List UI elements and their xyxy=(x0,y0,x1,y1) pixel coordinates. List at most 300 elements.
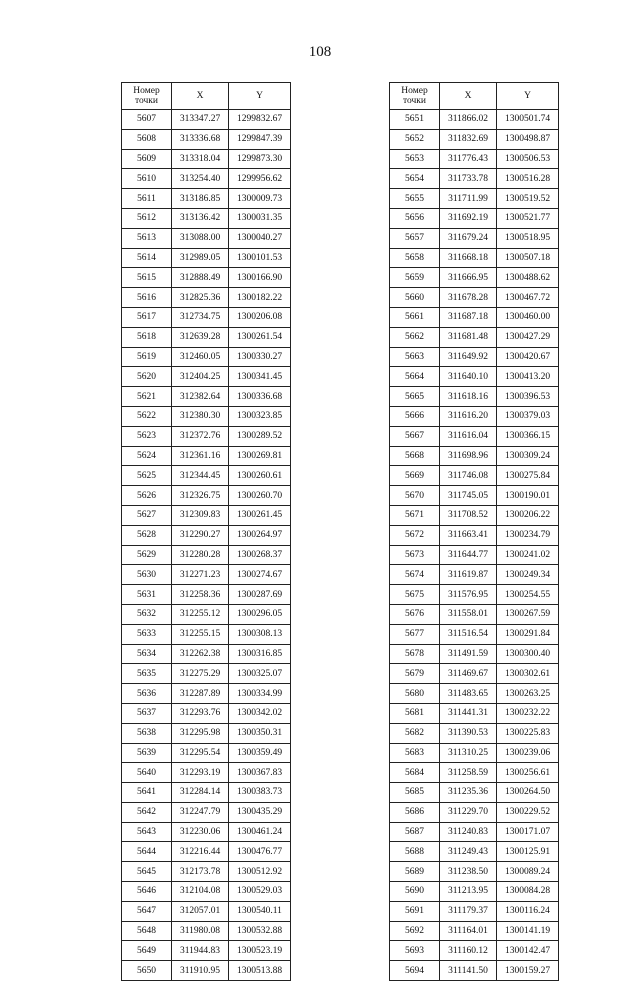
x-coordinate-cell: 311644.77 xyxy=(440,545,497,565)
x-coordinate-cell: 312825.36 xyxy=(172,288,229,308)
y-coordinate-cell: 1300396.53 xyxy=(497,387,559,407)
y-coordinate-cell: 1300308.13 xyxy=(229,624,291,644)
y-coordinate-cell: 1300269.81 xyxy=(229,446,291,466)
table-row xyxy=(122,763,291,783)
table-row xyxy=(122,307,291,327)
y-coordinate-cell: 1300182.22 xyxy=(229,288,291,308)
y-coordinate-cell: 1300379.03 xyxy=(497,406,559,426)
table-row xyxy=(122,941,291,961)
y-coordinate-cell: 1300142.47 xyxy=(497,941,559,961)
y-coordinate-cell: 1300523.19 xyxy=(229,941,291,961)
point-number-cell: 5675 xyxy=(390,585,440,605)
point-number-header xyxy=(122,83,172,110)
table-row xyxy=(122,882,291,902)
point-number-cell: 5607 xyxy=(122,110,172,130)
coordinates-table-right xyxy=(389,82,559,981)
table-row xyxy=(390,248,559,268)
y-coordinate-cell: 1300460.00 xyxy=(497,307,559,327)
table-row xyxy=(390,268,559,288)
point-number-cell: 5614 xyxy=(122,248,172,268)
point-number-cell: 5655 xyxy=(390,189,440,209)
table-row xyxy=(122,268,291,288)
y-coordinate-cell: 1300159.27 xyxy=(497,961,559,981)
table-row xyxy=(122,703,291,723)
x-coordinate-cell: 312104.08 xyxy=(172,882,229,902)
table-row xyxy=(122,367,291,387)
table-row xyxy=(390,644,559,664)
point-number-cell: 5673 xyxy=(390,545,440,565)
table-row xyxy=(122,505,291,525)
y-coordinate-cell: 1300467.72 xyxy=(497,288,559,308)
x-coordinate-cell: 312255.12 xyxy=(172,604,229,624)
x-coordinate-cell: 311441.31 xyxy=(440,703,497,723)
point-number-cell: 5608 xyxy=(122,129,172,149)
y-coordinate-cell: 1300249.34 xyxy=(497,565,559,585)
y-coordinate-cell: 1300476.77 xyxy=(229,842,291,862)
x-coordinate-cell: 311692.19 xyxy=(440,208,497,228)
y-coordinate-cell: 1300518.95 xyxy=(497,228,559,248)
y-coordinate-cell: 1300532.88 xyxy=(229,921,291,941)
point-number-cell: 5671 xyxy=(390,505,440,525)
point-number-cell: 5620 xyxy=(122,367,172,387)
y-coordinate-cell: 1300275.84 xyxy=(497,466,559,486)
point-number-cell: 5689 xyxy=(390,862,440,882)
x-coordinate-cell: 311516.54 xyxy=(440,624,497,644)
table-row xyxy=(122,129,291,149)
x-coordinate-cell: 311663.41 xyxy=(440,525,497,545)
point-number-cell: 5656 xyxy=(390,208,440,228)
table-row xyxy=(390,505,559,525)
point-number-cell: 5668 xyxy=(390,446,440,466)
y-coordinate-cell: 1300089.24 xyxy=(497,862,559,882)
y-coordinate-cell: 1300225.83 xyxy=(497,723,559,743)
x-coordinate-cell: 311558.01 xyxy=(440,604,497,624)
x-coordinate-cell: 312230.06 xyxy=(172,822,229,842)
y-coordinate-cell: 1300206.22 xyxy=(497,505,559,525)
point-number-cell: 5664 xyxy=(390,367,440,387)
y-coordinate-cell: 1300420.67 xyxy=(497,347,559,367)
y-coordinate-cell: 1300264.97 xyxy=(229,525,291,545)
x-coordinate-cell: 312344.45 xyxy=(172,466,229,486)
point-number-cell: 5670 xyxy=(390,486,440,506)
point-number-cell: 5624 xyxy=(122,446,172,466)
y-coordinate-cell: 1300521.77 xyxy=(497,208,559,228)
table-row xyxy=(390,783,559,803)
table-row xyxy=(390,624,559,644)
table-row xyxy=(122,624,291,644)
table-row xyxy=(390,367,559,387)
x-coordinate-cell: 311980.08 xyxy=(172,921,229,941)
point-number-cell: 5631 xyxy=(122,585,172,605)
point-number-header xyxy=(390,83,440,110)
y-coordinate-cell: 1300334.99 xyxy=(229,684,291,704)
x-coordinate-cell: 311310.25 xyxy=(440,743,497,763)
table-row xyxy=(122,327,291,347)
point-number-cell: 5634 xyxy=(122,644,172,664)
point-number-cell: 5680 xyxy=(390,684,440,704)
x-coordinate-cell: 313318.04 xyxy=(172,149,229,169)
point-number-cell: 5660 xyxy=(390,288,440,308)
point-number-cell: 5621 xyxy=(122,387,172,407)
y-coordinate-cell: 1300325.07 xyxy=(229,664,291,684)
x-coordinate-cell: 311179.37 xyxy=(440,901,497,921)
x-coordinate-cell: 312380.30 xyxy=(172,406,229,426)
point-number-cell: 5683 xyxy=(390,743,440,763)
y-coordinate-cell: 1300190.01 xyxy=(497,486,559,506)
x-coordinate-cell: 311576.95 xyxy=(440,585,497,605)
table-row xyxy=(122,901,291,921)
y-coordinate-cell: 1300435.29 xyxy=(229,802,291,822)
x-coordinate-cell: 312173.78 xyxy=(172,862,229,882)
point-number-cell: 5677 xyxy=(390,624,440,644)
point-number-cell: 5658 xyxy=(390,248,440,268)
y-coordinate-cell: 1300296.05 xyxy=(229,604,291,624)
point-number-cell: 5610 xyxy=(122,169,172,189)
table-row xyxy=(390,110,559,130)
y-coordinate-cell: 1300501.74 xyxy=(497,110,559,130)
y-coordinate-cell: 1300125.91 xyxy=(497,842,559,862)
y-coordinate-cell: 1300302.61 xyxy=(497,664,559,684)
x-coordinate-cell: 311141.50 xyxy=(440,961,497,981)
table-row xyxy=(390,664,559,684)
point-number-cell: 5626 xyxy=(122,486,172,506)
coordinates-table-left xyxy=(121,82,291,981)
x-coordinate-cell: 311687.18 xyxy=(440,307,497,327)
point-number-cell: 5665 xyxy=(390,387,440,407)
point-number-cell: 5632 xyxy=(122,604,172,624)
y-coordinate-cell: 1300261.54 xyxy=(229,327,291,347)
x-coordinate-cell: 311390.53 xyxy=(440,723,497,743)
point-number-cell: 5672 xyxy=(390,525,440,545)
y-coordinate-cell: 1300274.67 xyxy=(229,565,291,585)
point-number-cell: 5691 xyxy=(390,901,440,921)
y-coordinate-cell: 1300291.84 xyxy=(497,624,559,644)
y-coordinate-cell: 1300413.20 xyxy=(497,367,559,387)
y-coordinate-cell: 1300350.31 xyxy=(229,723,291,743)
point-number-cell: 5622 xyxy=(122,406,172,426)
table-row xyxy=(390,862,559,882)
x-coordinate-cell: 311668.18 xyxy=(440,248,497,268)
point-number-cell: 5676 xyxy=(390,604,440,624)
x-coordinate-cell: 311910.95 xyxy=(172,961,229,981)
y-coordinate-cell: 1300254.55 xyxy=(497,585,559,605)
table-row xyxy=(122,545,291,565)
table-row xyxy=(122,228,291,248)
table-row xyxy=(122,149,291,169)
point-number-cell: 5687 xyxy=(390,822,440,842)
x-coordinate-cell: 312271.23 xyxy=(172,565,229,585)
y-coordinate-cell: 1300116.24 xyxy=(497,901,559,921)
x-coordinate-cell: 313186.85 xyxy=(172,189,229,209)
table-header-row xyxy=(122,83,291,110)
table-row xyxy=(390,545,559,565)
y-coordinate-cell: 1300513.88 xyxy=(229,961,291,981)
point-number-cell: 5662 xyxy=(390,327,440,347)
table-row xyxy=(390,802,559,822)
x-coordinate-cell: 311666.95 xyxy=(440,268,497,288)
table-row xyxy=(390,169,559,189)
y-coordinate-cell: 1300260.61 xyxy=(229,466,291,486)
x-coordinate-cell: 312382.64 xyxy=(172,387,229,407)
x-coordinate-cell: 311258.59 xyxy=(440,763,497,783)
x-coordinate-cell: 311745.05 xyxy=(440,486,497,506)
x-coordinate-cell: 311678.28 xyxy=(440,288,497,308)
table-row xyxy=(122,723,291,743)
table-row xyxy=(390,228,559,248)
y-coordinate-cell: 1300540.11 xyxy=(229,901,291,921)
x-coordinate-cell: 312309.83 xyxy=(172,505,229,525)
table-row xyxy=(390,466,559,486)
table-row xyxy=(390,921,559,941)
table-row xyxy=(122,426,291,446)
table-row xyxy=(122,783,291,803)
point-number-cell: 5645 xyxy=(122,862,172,882)
x-coordinate-cell: 312989.05 xyxy=(172,248,229,268)
y-coordinate-cell: 1300289.52 xyxy=(229,426,291,446)
point-number-cell: 5615 xyxy=(122,268,172,288)
point-number-cell: 5678 xyxy=(390,644,440,664)
y-coordinate-cell: 1300498.87 xyxy=(497,129,559,149)
table-row xyxy=(122,189,291,209)
point-number-cell: 5616 xyxy=(122,288,172,308)
table-row xyxy=(122,486,291,506)
table-row xyxy=(390,585,559,605)
x-coordinate-cell: 312295.98 xyxy=(172,723,229,743)
table-row xyxy=(122,862,291,882)
table-row xyxy=(390,149,559,169)
y-coordinate-cell: 1300239.06 xyxy=(497,743,559,763)
x-coordinate-cell: 312734.75 xyxy=(172,307,229,327)
y-coordinate-cell: 1300287.69 xyxy=(229,585,291,605)
point-number-cell: 5694 xyxy=(390,961,440,981)
x-coordinate-cell: 311619.87 xyxy=(440,565,497,585)
y-coordinate-cell: 1300263.25 xyxy=(497,684,559,704)
table-row xyxy=(390,327,559,347)
x-coordinate-cell: 311229.70 xyxy=(440,802,497,822)
table-row xyxy=(122,525,291,545)
y-coordinate-cell: 1300084.28 xyxy=(497,882,559,902)
x-coordinate-cell: 311866.02 xyxy=(440,110,497,130)
table-row xyxy=(122,387,291,407)
y-coordinate-cell: 1300141.19 xyxy=(497,921,559,941)
table-row xyxy=(390,723,559,743)
x-coordinate-cell: 312361.16 xyxy=(172,446,229,466)
point-number-cell: 5627 xyxy=(122,505,172,525)
x-coordinate-cell: 311240.83 xyxy=(440,822,497,842)
table-row xyxy=(390,901,559,921)
y-coordinate-cell: 1300461.24 xyxy=(229,822,291,842)
y-coordinate-cell: 1300519.52 xyxy=(497,189,559,209)
x-coordinate-cell: 311711.99 xyxy=(440,189,497,209)
y-coordinate-cell: 1300040.27 xyxy=(229,228,291,248)
table-row xyxy=(122,288,291,308)
x-coordinate-cell: 312262.38 xyxy=(172,644,229,664)
y-coordinate-cell: 1299847.39 xyxy=(229,129,291,149)
y-coordinate-cell: 1299832.67 xyxy=(229,110,291,130)
y-coordinate-cell: 1300488.62 xyxy=(497,268,559,288)
x-coordinate-cell: 312216.44 xyxy=(172,842,229,862)
point-number-cell: 5669 xyxy=(390,466,440,486)
y-coordinate-cell: 1299956.62 xyxy=(229,169,291,189)
x-coordinate-cell: 311238.50 xyxy=(440,862,497,882)
x-coordinate-cell: 311746.08 xyxy=(440,466,497,486)
point-number-cell: 5638 xyxy=(122,723,172,743)
point-number-cell: 5646 xyxy=(122,882,172,902)
point-number-cell: 5643 xyxy=(122,822,172,842)
table-row xyxy=(122,347,291,367)
y-coordinate-cell: 1300171.07 xyxy=(497,822,559,842)
point-number-cell: 5652 xyxy=(390,129,440,149)
y-coordinate-cell: 1300268.37 xyxy=(229,545,291,565)
point-number-cell: 5640 xyxy=(122,763,172,783)
x-coordinate-cell: 311249.43 xyxy=(440,842,497,862)
y-coordinate-cell: 1300300.40 xyxy=(497,644,559,664)
point-number-cell: 5609 xyxy=(122,149,172,169)
point-number-cell: 5642 xyxy=(122,802,172,822)
table-row xyxy=(390,882,559,902)
y-coordinate-cell: 1299873.30 xyxy=(229,149,291,169)
point-number-cell: 5618 xyxy=(122,327,172,347)
x-coordinate-cell: 311491.59 xyxy=(440,644,497,664)
table-row xyxy=(390,406,559,426)
x-coordinate-cell: 312295.54 xyxy=(172,743,229,763)
table-row xyxy=(390,486,559,506)
x-coordinate-cell: 312293.76 xyxy=(172,703,229,723)
point-number-cell: 5629 xyxy=(122,545,172,565)
table-header-row xyxy=(390,83,559,110)
x-coordinate-cell: 312372.76 xyxy=(172,426,229,446)
point-number-cell: 5641 xyxy=(122,783,172,803)
header-num-line2: точки xyxy=(134,96,158,106)
x-coordinate-cell: 311708.52 xyxy=(440,505,497,525)
y-coordinate-cell: 1300516.28 xyxy=(497,169,559,189)
x-coordinate-cell: 312258.36 xyxy=(172,585,229,605)
point-number-cell: 5644 xyxy=(122,842,172,862)
y-coordinate-cell: 1300309.24 xyxy=(497,446,559,466)
point-number-cell: 5692 xyxy=(390,921,440,941)
point-number-cell: 5661 xyxy=(390,307,440,327)
x-coordinate-cell: 311832.69 xyxy=(440,129,497,149)
x-coordinate-cell: 312287.89 xyxy=(172,684,229,704)
table-row xyxy=(122,110,291,130)
y-coordinate-cell: 1300341.45 xyxy=(229,367,291,387)
point-number-cell: 5657 xyxy=(390,228,440,248)
table-row xyxy=(390,604,559,624)
point-number-cell: 5649 xyxy=(122,941,172,961)
point-number-cell: 5653 xyxy=(390,149,440,169)
page-number: 108 xyxy=(308,44,332,60)
table-row xyxy=(122,921,291,941)
point-number-cell: 5684 xyxy=(390,763,440,783)
table-row xyxy=(122,446,291,466)
y-header: Y xyxy=(497,83,559,110)
point-number-cell: 5663 xyxy=(390,347,440,367)
y-coordinate-cell: 1300512.92 xyxy=(229,862,291,882)
y-coordinate-cell: 1300241.02 xyxy=(497,545,559,565)
x-coordinate-cell: 312460.05 xyxy=(172,347,229,367)
y-coordinate-cell: 1300261.45 xyxy=(229,505,291,525)
y-coordinate-cell: 1300359.49 xyxy=(229,743,291,763)
point-number-cell: 5650 xyxy=(122,961,172,981)
y-coordinate-cell: 1300031.35 xyxy=(229,208,291,228)
x-coordinate-cell: 311649.92 xyxy=(440,347,497,367)
y-coordinate-cell: 1300330.27 xyxy=(229,347,291,367)
x-coordinate-cell: 313254.40 xyxy=(172,169,229,189)
table-row xyxy=(390,426,559,446)
table-row xyxy=(390,208,559,228)
table-row xyxy=(390,565,559,585)
x-coordinate-cell: 311776.43 xyxy=(440,149,497,169)
table-row xyxy=(122,743,291,763)
point-number-cell: 5635 xyxy=(122,664,172,684)
point-number-cell: 5648 xyxy=(122,921,172,941)
table-row xyxy=(122,822,291,842)
point-number-cell: 5619 xyxy=(122,347,172,367)
point-number-cell: 5674 xyxy=(390,565,440,585)
x-coordinate-cell: 311616.20 xyxy=(440,406,497,426)
y-coordinate-cell: 1300366.15 xyxy=(497,426,559,446)
point-number-cell: 5633 xyxy=(122,624,172,644)
table-row xyxy=(390,307,559,327)
table-row xyxy=(390,525,559,545)
x-coordinate-cell: 312255.15 xyxy=(172,624,229,644)
table-row xyxy=(122,565,291,585)
table-row xyxy=(122,604,291,624)
y-coordinate-cell: 1300383.73 xyxy=(229,783,291,803)
x-coordinate-cell: 312888.49 xyxy=(172,268,229,288)
table-row xyxy=(122,208,291,228)
x-coordinate-cell: 311618.16 xyxy=(440,387,497,407)
table-row xyxy=(122,248,291,268)
table-row xyxy=(390,763,559,783)
table-row xyxy=(390,387,559,407)
point-number-cell: 5666 xyxy=(390,406,440,426)
header-num-line1: Номер xyxy=(133,86,160,96)
point-number-cell: 5651 xyxy=(390,110,440,130)
y-coordinate-cell: 1300506.53 xyxy=(497,149,559,169)
x-coordinate-cell: 311733.78 xyxy=(440,169,497,189)
table-row xyxy=(122,961,291,981)
y-coordinate-cell: 1300234.79 xyxy=(497,525,559,545)
y-coordinate-cell: 1300264.50 xyxy=(497,783,559,803)
point-number-cell: 5637 xyxy=(122,703,172,723)
table-row xyxy=(390,941,559,961)
header-num-line1: Номер xyxy=(401,86,428,96)
point-number-cell: 5685 xyxy=(390,783,440,803)
point-number-cell: 5654 xyxy=(390,169,440,189)
x-coordinate-cell: 312290.27 xyxy=(172,525,229,545)
table-row xyxy=(390,446,559,466)
point-number-cell: 5617 xyxy=(122,307,172,327)
y-coordinate-cell: 1300342.02 xyxy=(229,703,291,723)
table-row xyxy=(390,189,559,209)
x-header: X xyxy=(440,83,497,110)
x-coordinate-cell: 312057.01 xyxy=(172,901,229,921)
table-row xyxy=(390,129,559,149)
point-number-cell: 5686 xyxy=(390,802,440,822)
x-coordinate-cell: 311483.65 xyxy=(440,684,497,704)
x-coordinate-cell: 313347.27 xyxy=(172,110,229,130)
table-row xyxy=(122,169,291,189)
y-coordinate-cell: 1300166.90 xyxy=(229,268,291,288)
x-header: X xyxy=(172,83,229,110)
x-coordinate-cell: 311160.12 xyxy=(440,941,497,961)
x-coordinate-cell: 311616.04 xyxy=(440,426,497,446)
y-coordinate-cell: 1300260.70 xyxy=(229,486,291,506)
point-number-cell: 5613 xyxy=(122,228,172,248)
y-coordinate-cell: 1300529.03 xyxy=(229,882,291,902)
x-coordinate-cell: 312326.75 xyxy=(172,486,229,506)
